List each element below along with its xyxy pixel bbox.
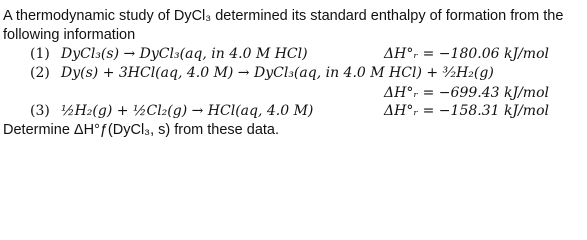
reaction-3-label: (3)	[30, 103, 50, 119]
reaction-1-label: (1)	[30, 46, 50, 62]
intro-line-2: following information	[3, 27, 136, 43]
question-line: Determine ΔH°ƒ(DyCl₃, s) from these data.	[3, 122, 280, 138]
reaction-2-equation: Dy(s) + 3HCl(aq, 4.0 M) → DyCl₃(aq, in 4.0 M HCl) + ³⁄₂H₂(g)	[61, 65, 494, 81]
reaction-2-enthalpy: ΔH°ᵣ = −699.43 kJ/mol	[384, 85, 549, 101]
reaction-1-equation: DyCl₃(s) → DyCl₃(aq, in 4.0 M HCl)	[61, 46, 308, 62]
reaction-3-enthalpy: ΔH°ᵣ = −158.31 kJ/mol	[384, 103, 549, 119]
reaction-1-enthalpy: ΔH°ᵣ = −180.06 kJ/mol	[384, 46, 549, 62]
reaction-2-label: (2)	[30, 65, 50, 81]
reaction-3-equation: ½H₂(g) + ½Cl₂(g) → HCl(aq, 4.0 M)	[61, 103, 314, 119]
intro-line-1: A thermodynamic study of DyCl₃ determined its standard enthalpy of formation from the	[3, 8, 564, 24]
